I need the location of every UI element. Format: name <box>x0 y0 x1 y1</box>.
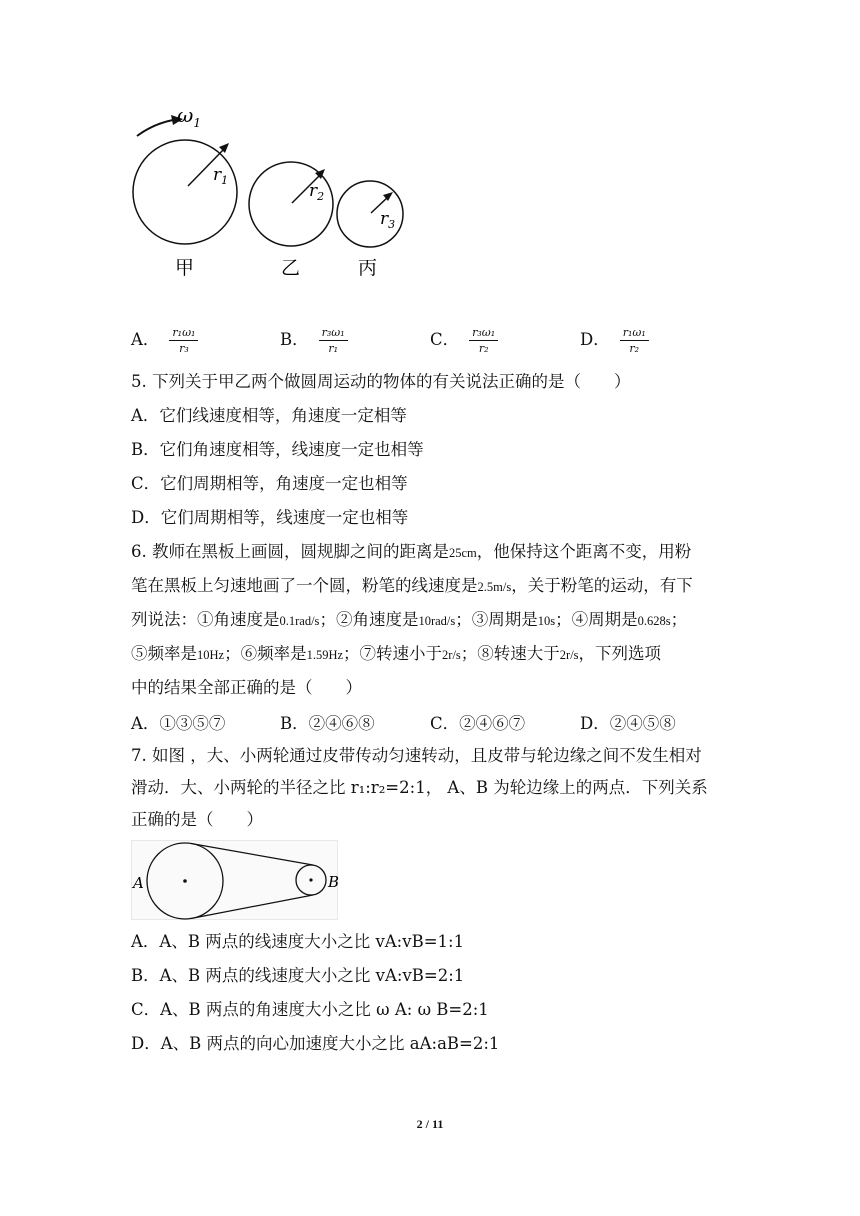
label-jia: 甲 <box>175 257 195 279</box>
point-b-label: B <box>328 873 340 891</box>
q7-option-b[interactable]: B．A、B 两点的线速度大小之比 vA:vB=2:1 <box>131 966 465 985</box>
q6-option-d[interactable]: D．②④⑤⑧ <box>580 714 676 733</box>
radius-r1-label: $r_1$ <box>213 165 229 187</box>
label-bing: 丙 <box>358 257 378 279</box>
q4-option-b[interactable]: B． $\frac{\text{r₃ω₁}}{\text{r₁}}$ <box>280 326 348 355</box>
q7-option-c[interactable]: C．A、B 两点的角速度大小之比 ω A: ω B=2:1 <box>131 1000 489 1019</box>
q5-option-d[interactable]: D．它们周期相等，线速度一定也相等 <box>131 508 409 527</box>
q5-stem: 5. 下列关于甲乙两个做圆周运动的物体的有关说法正确的是（ ） <box>131 372 631 391</box>
q6-option-b[interactable]: B．②④⑥⑧ <box>280 714 375 733</box>
q6-stem-line1: 6. 教师在黑板上画圆，圆规脚之间的距离是25cm，他保持这个距离不变，用粉 <box>131 542 692 561</box>
q7-stem-line2: 滑动．大、小两轮的半径之比 r₁:r₂=2:1， A、B 为轮边缘上的两点．下列关系 <box>131 778 708 797</box>
figure-belt-drive <box>131 840 341 922</box>
figure-frame <box>132 841 338 920</box>
q6-stem-line3: 列说法：①角速度是0.1rad/s；②角速度是10rad/s；③周期是10s；④周期是0.628s； <box>131 610 688 629</box>
q6-option-c[interactable]: C．②④⑥⑦ <box>430 714 526 733</box>
q7-option-d[interactable]: D．A、B 两点的向心加速度大小之比 aA:aB=2:1 <box>131 1034 500 1053</box>
q5-option-c[interactable]: C．它们周期相等，角速度一定也相等 <box>131 474 408 493</box>
point-a-label: A <box>133 874 144 892</box>
rotation-arrow <box>137 120 173 136</box>
q4-option-c[interactable]: C． $\frac{\text{r₃ω₁}}{\text{r₂}}$ <box>430 326 498 355</box>
q5-option-a[interactable]: A．它们线速度相等，角速度一定相等 <box>131 406 407 425</box>
small-wheel-center <box>309 878 312 881</box>
q7-stem-line1: 7. 如图 ，大、小两轮通过皮带传动匀速转动，且皮带与轮边缘之间不发生相对 <box>131 746 702 765</box>
large-wheel-center <box>183 879 187 883</box>
q4-option-a[interactable]: A． $\frac{\text{r₁ω₁}}{\text{r₃}}$ <box>131 326 198 355</box>
wheel-jia <box>133 140 237 244</box>
label-yi: 乙 <box>281 257 301 279</box>
q6-stem-line2: 笔在黑板上匀速地画了一个圆，粉笔的线速度是2.5m/s，关于粉笔的运动，有下 <box>131 576 693 595</box>
q4-option-d[interactable]: D． $\frac{\text{r₁ω₁}}{\text{r₂}}$ <box>580 326 649 355</box>
q7-option-a[interactable]: A．A、B 两点的线速度大小之比 vA:vB=1:1 <box>131 932 465 951</box>
q7-stem-line3: 正确的是（ ） <box>131 810 263 829</box>
q6-option-a[interactable]: A．①③⑤⑦ <box>131 714 226 733</box>
radius-r2-label: $r_2$ <box>309 181 325 203</box>
q5-option-b[interactable]: B．它们角速度相等，线速度一定也相等 <box>131 440 424 459</box>
q6-stem-line4: ⑤频率是10Hz；⑥频率是1.59Hz；⑦转速小于2r/s；⑧转速大于2r/s，下列选项 <box>131 644 662 663</box>
figure-three-wheels <box>125 100 425 290</box>
page-number: 2 / 11 <box>416 1117 444 1131</box>
omega-label: $\omega_1$ <box>177 103 201 130</box>
wheel-bing <box>337 181 403 247</box>
q6-stem-line5: 中的结果全部正确的是（ ） <box>131 678 362 697</box>
radius-r3-label: $r_3$ <box>380 209 396 231</box>
